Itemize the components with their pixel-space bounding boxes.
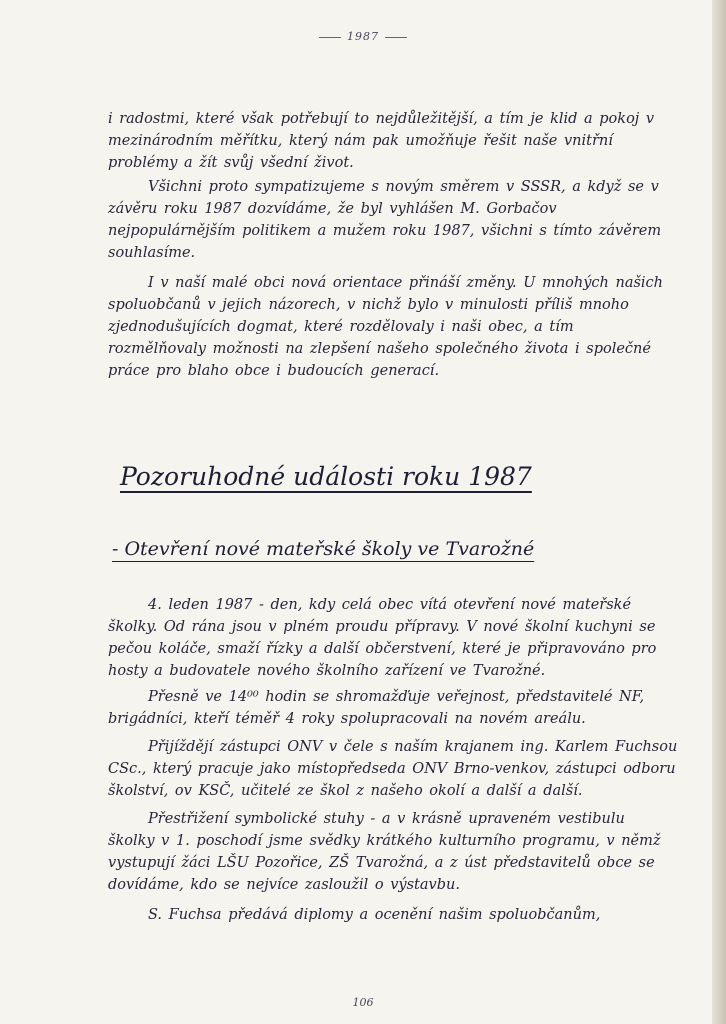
section-headline: Pozoruhodné události roku 1987 bbox=[120, 462, 532, 491]
paragraph-gathering-text: Přesně ve 14⁰⁰ hodin se shromažďuje veřejnost, představitelé NF, brigádníci, kteří téměř 4 roky spolupracovali na novém areálu. bbox=[108, 689, 645, 727]
paragraph-opening-day-text: 4. leden 1987 - den, kdy celá obec vítá otevření nové mateřské školky. Od rána jsou v plném proudu přípravy. V nové školní kuchyni se pečou koláče, smaží řízky a další občerstvení, které je připravováno pro hosty a budovatele nového školního zařízení ve Tvarožné. bbox=[108, 597, 657, 679]
paragraph-gorbachev-text: Všichni proto sympatizujeme s novým směrem v SSSR, a když se v závěru roku 1987 dozvídáme, že byl vyhlášen M. Gorbačov nejpopulárnějším politikem a mužem roku 1987, všichni s tímto závěrem souhlasíme. bbox=[108, 179, 662, 261]
paragraph-ceremony-text: Přestřižení symbolické stuhy - a v krásně upraveném vestibulu školky v 1. poschodí jsme svědky krátkého kulturního programu, v němž vystupují žáci LŠU Pozořice, ZŠ Tvarožná, a z úst představitelů obce se dovídáme, kdo se nejvíce zasloužil o výstavbu. bbox=[108, 811, 661, 893]
paragraph-village-orientation-text: I v naší malé obci nová orientace přináší změny. U mnohých našich spoluobčanů v jejich názorech, v nichž bylo v minulosti příliš mnoho zjednodušujících dogmat, které rozdělovaly i naši obec, a tím rozmělňovaly možnosti na zlepšení našeho společného života i společné práce pro blaho obce i budoucích generací. bbox=[108, 275, 664, 379]
paragraph-village-orientation bbox=[108, 272, 678, 382]
header-year: 1987 bbox=[347, 30, 379, 43]
header-rule-right bbox=[385, 37, 407, 38]
paragraph-ceremony bbox=[108, 808, 678, 896]
paragraph-guests bbox=[108, 736, 678, 802]
paragraph-guests-text: Přijíždějí zástupci ONV v čele s naším krajanem ing. Karlem Fuchsou CSc., který pracuje jako místopředseda ONV Brno-venkov, zástupci odboru školství, ov KSČ, učitelé ze škol z našeho okolí a další a další. bbox=[108, 739, 678, 799]
paragraph-gorbachev bbox=[108, 176, 678, 264]
section-subheading: - Otevření nové mateřské školy ve Tvarožné bbox=[112, 538, 535, 560]
page-binding-edge bbox=[712, 0, 726, 1024]
paragraph-awards bbox=[108, 904, 678, 926]
paragraph-awards-text: S. Fuchsa předává diplomy a ocenění našim spoluobčanům, bbox=[148, 907, 601, 923]
paragraph-opening-day bbox=[108, 594, 678, 682]
page-header bbox=[0, 30, 726, 43]
page-number: 106 bbox=[352, 996, 374, 1009]
paragraph-gathering bbox=[108, 686, 678, 730]
header-rule-left bbox=[319, 37, 341, 38]
paragraph-continuation: i radostmi, které však potřebují to nejdůležitější, a tím je klid a pokoj v mezinárodním měřítku, který nám pak umožňuje řešit naše vnitřní problémy a žít svůj všední život. bbox=[108, 111, 655, 171]
